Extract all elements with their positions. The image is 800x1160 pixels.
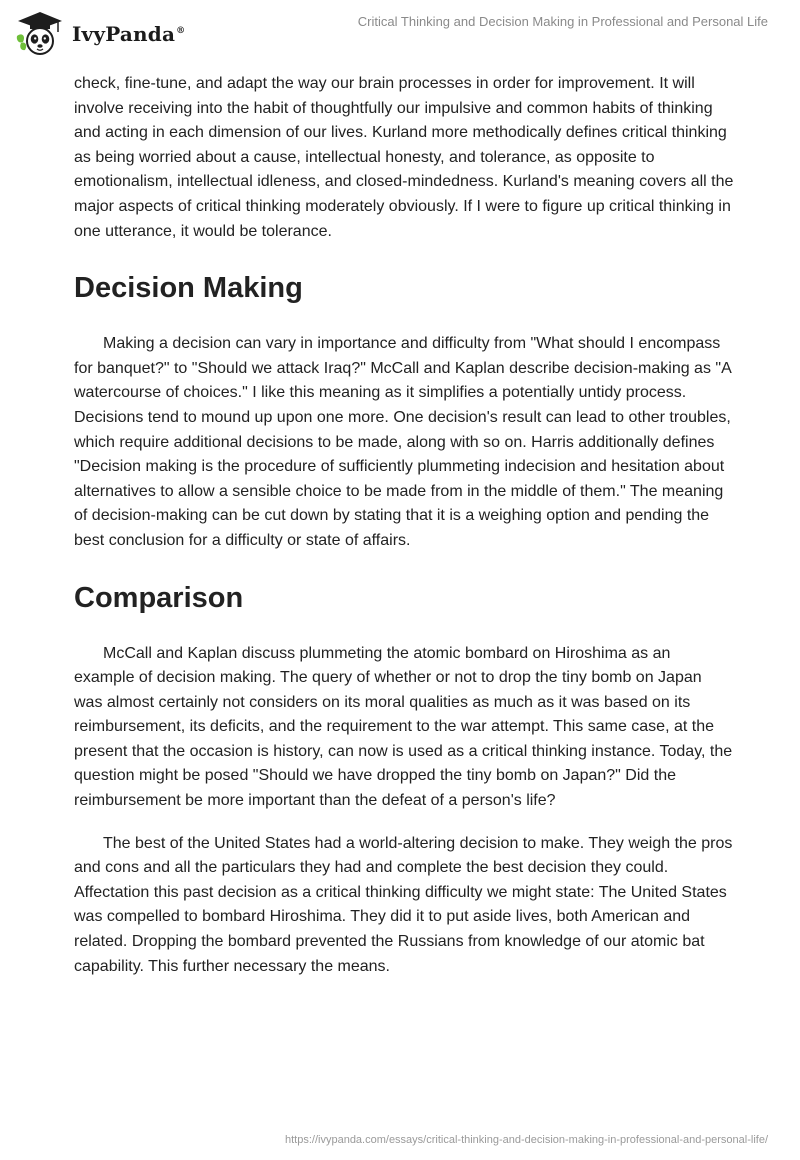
source-url[interactable]: https://ivypanda.com/essays/critical-thinking-and-decision-making-in-professional-and-personal-life/	[285, 1134, 768, 1146]
document-title: Critical Thinking and Decision Making in Professional and Personal Life	[357, 14, 768, 29]
intro-paragraph: check, fine-tune, and adapt the way our brain processes in order for improvement. It will involve receiving into the habit of thoughtfully our impulsive and common habits of thinking and acting in each dimension of our lives. Kurland more methodically defines critical thinking as being worried about a cause, intellectual honesty, and tolerance, as opposite to emotionalism, intellectual idleness, and closed-mindedness. Kurland's meaning covers all the major aspects of critical thinking moderately obviously. If I were to figure up critical thinking in one utterance, it would be tolerance.	[74, 75, 734, 240]
decision-making-heading: Decision Making	[74, 272, 303, 305]
comparison-paragraph-2: The best of the United States had a world-altering decision to make. They weigh the pros and cons and all the particulars they had and complete the best decision they could. Affectation this past decision as a critical thinking difficulty we might state: The United States was compelled to bombard Hiroshima. They did it to put aside lives, both American and related. Dropping the bombard prevented the Russians from knowledge of our atomic bat capability. This further necessary the means.	[74, 834, 733, 975]
ivypanda-logo[interactable]	[14, 10, 185, 56]
brand-name: IvyPanda®	[72, 22, 186, 46]
page-header	[0, 0, 800, 62]
decision-making-paragraph: Making a decision can vary in importance and difficulty from "What should I encompass for banquet?" to "Should we attack Iraq?" McCall and Kaplan describe decision-making as "A watercourse of choices." I like this meaning as it simplifies a potentially untidy process. Decisions tend to mound up upon one more. One decision's result can lead to other troubles, which require additional decisions to be made, along with so on. Harris additionally defines "Decision making is the procedure of sufficiently plummeting indecision and hesitation about alternatives to allow a sensible choice to be made from in the middle of them." The meaning of decision-making can be cut down by stating that it is a weighing option and pending the best conclusion for a difficulty or state of affairs.	[74, 335, 731, 549]
comparison-heading: Comparison	[74, 581, 244, 614]
comparison-paragraph-1: McCall and Kaplan discuss plummeting the atomic bombard on Hiroshima as an example of decision making. The query of whether or not to drop the tiny bomb on Japan was almost certainly not considers on its moral qualities as much as it was based on its reimbursement, its deficits, and the requirement to the war attempt. This same case, at the present that the occasion is history, can now is used as a critical thinking instance. Today, the question might be posed "Should we have dropped the tiny bomb on Japan?" Did the reimbursement be more important than the defeat of a person's life?	[74, 644, 733, 810]
essay-content	[74, 72, 734, 979]
panda-graduate-icon	[14, 10, 66, 56]
